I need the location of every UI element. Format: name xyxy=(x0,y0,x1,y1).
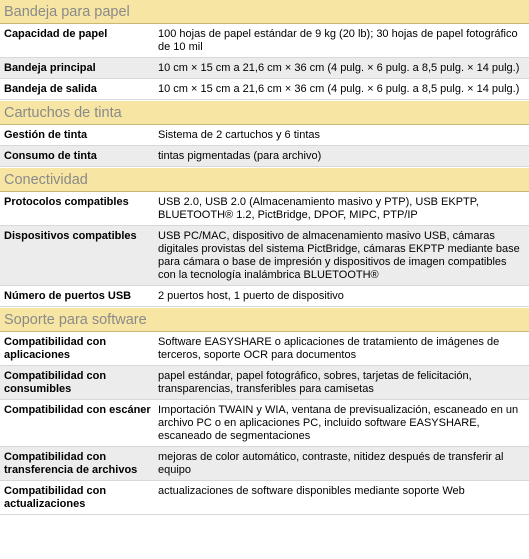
spec-label: Capacidad de papel xyxy=(4,28,108,40)
spec-value: 10 cm × 15 cm a 21,6 cm × 36 cm (4 pulg. × 6 pulg. a 8,5 pulg. × 14 pulg.) xyxy=(158,83,520,95)
spec-row xyxy=(0,192,529,226)
spec-row xyxy=(0,286,529,307)
spec-value: 100 hojas de papel estándar de 9 kg (20 lb); 30 hojas de papel fotográfico de 10 mil xyxy=(158,28,518,53)
spec-row xyxy=(0,447,529,481)
spec-row xyxy=(0,146,529,167)
spec-value: Importación TWAIN y WIA, ventana de previsualización, escaneado en un archivo PC o en aplicaciones PC, incluido software EASYSHARE, escaneado de segmentaciones xyxy=(158,404,519,442)
spec-label: Compatibilidad con escáner xyxy=(4,404,151,416)
spec-row xyxy=(0,332,529,366)
spec-value: papel estándar, papel fotográfico, sobres, tarjetas de felicitación, transparencias, transferibles para camisetas xyxy=(158,370,472,395)
section-header: Bandeja para papel xyxy=(0,0,529,24)
spec-value: tintas pigmentadas (para archivo) xyxy=(158,150,322,162)
spec-row xyxy=(0,79,529,100)
spec-row xyxy=(0,226,529,286)
spec-label: Compatibilidad con transferencia de archivos xyxy=(4,451,138,476)
spec-label: Consumo de tinta xyxy=(4,150,97,162)
spec-value: USB PC/MAC, dispositivo de almacenamiento masivo USB, cámaras digitales provistas del sistema PictBridge, cámaras EKPTP mediante base para cámara o base de impresión y dispositivos de imagen compatibles con la tecnología inalámbrica BLUETOOTH® xyxy=(158,230,520,281)
spec-label: Dispositivos compatibles xyxy=(4,230,137,242)
spec-label: Compatibilidad con aplicaciones xyxy=(4,336,107,361)
spec-row xyxy=(0,481,529,515)
section-header: Cartuchos de tinta xyxy=(0,101,529,125)
section-header: Conectividad xyxy=(0,168,529,192)
spec-label: Bandeja de salida xyxy=(4,83,97,95)
spec-row xyxy=(0,24,529,58)
spec-value: USB 2.0, USB 2.0 (Almacenamiento masivo y PTP), USB EKPTP, BLUETOOTH® 1.2, PictBridge, DPOF, MIPC, PTP/IP xyxy=(158,196,479,221)
spec-label: Bandeja principal xyxy=(4,62,96,74)
spec-value: actualizaciones de software disponibles mediante soporte Web xyxy=(158,485,465,497)
spec-value: 10 cm × 15 cm a 21,6 cm × 36 cm (4 pulg. × 6 pulg. a 8,5 pulg. × 14 pulg.) xyxy=(158,62,520,74)
spec-label: Gestión de tinta xyxy=(4,129,88,141)
spec-label: Número de puertos USB xyxy=(4,290,132,302)
spec-value: mejoras de color automático, contraste, nitidez después de transferir al equipo xyxy=(158,451,504,476)
spec-value: 2 puertos host, 1 puerto de dispositivo xyxy=(158,290,344,302)
spec-label: Compatibilidad con actualizaciones xyxy=(4,485,107,510)
spec-row xyxy=(0,366,529,400)
spec-label: Compatibilidad con consumibles xyxy=(4,370,107,395)
spec-row xyxy=(0,400,529,447)
spec-row xyxy=(0,58,529,79)
section-header: Soporte para software xyxy=(0,308,529,332)
spec-label: Protocolos compatibles xyxy=(4,196,129,208)
spec-value: Software EASYSHARE o aplicaciones de tratamiento de imágenes de terceros, soporte OCR para documentos xyxy=(158,336,500,361)
spec-row xyxy=(0,125,529,146)
spec-value: Sistema de 2 cartuchos y 6 tintas xyxy=(158,129,321,141)
